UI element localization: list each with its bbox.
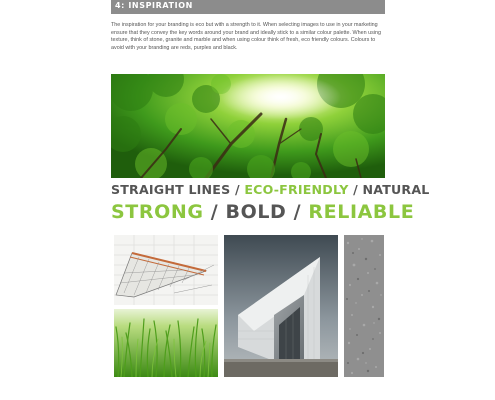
- tagline-2-separator: /: [203, 201, 226, 223]
- forest-canopy-image: [111, 74, 385, 178]
- tagline-1-word-1: STRAIGHT LINES: [111, 182, 231, 197]
- granite-texture-image: [344, 235, 384, 377]
- tagline-1-separator: /: [230, 182, 245, 197]
- tagline-1-word-3: NATURAL: [362, 182, 430, 197]
- architectural-roof-sketch-image: [114, 235, 218, 305]
- tagline-2-word-2: BOLD: [225, 201, 287, 223]
- tagline-keywords-line-1: [111, 182, 430, 197]
- tagline-2-word-1: STRONG: [111, 201, 204, 223]
- tagline-2-word-3: RELIABLE: [308, 201, 415, 223]
- section-title: 4: INSPIRATION: [115, 1, 193, 10]
- modern-building-image: [224, 235, 338, 377]
- grass-image: [114, 309, 218, 377]
- tagline-2-separator: /: [286, 201, 309, 223]
- tagline-1-separator: /: [348, 182, 363, 197]
- tagline-keywords-line-2: [111, 201, 415, 223]
- section-header-bar: [111, 0, 385, 14]
- tagline-1-word-2: ECO-FRIENDLY: [244, 182, 349, 197]
- intro-paragraph: The inspiration for your branding is eco but with a strength to it. When selecting images to use in your marketing ensure that they convey the key words around your brand and ideally stick to a similar colour palette. When using texture, think of stone, granite and marble and when using colour think of fresh, eco friendly colours. Colours to avoid with your branding are reds, purples and black.: [111, 22, 381, 51]
